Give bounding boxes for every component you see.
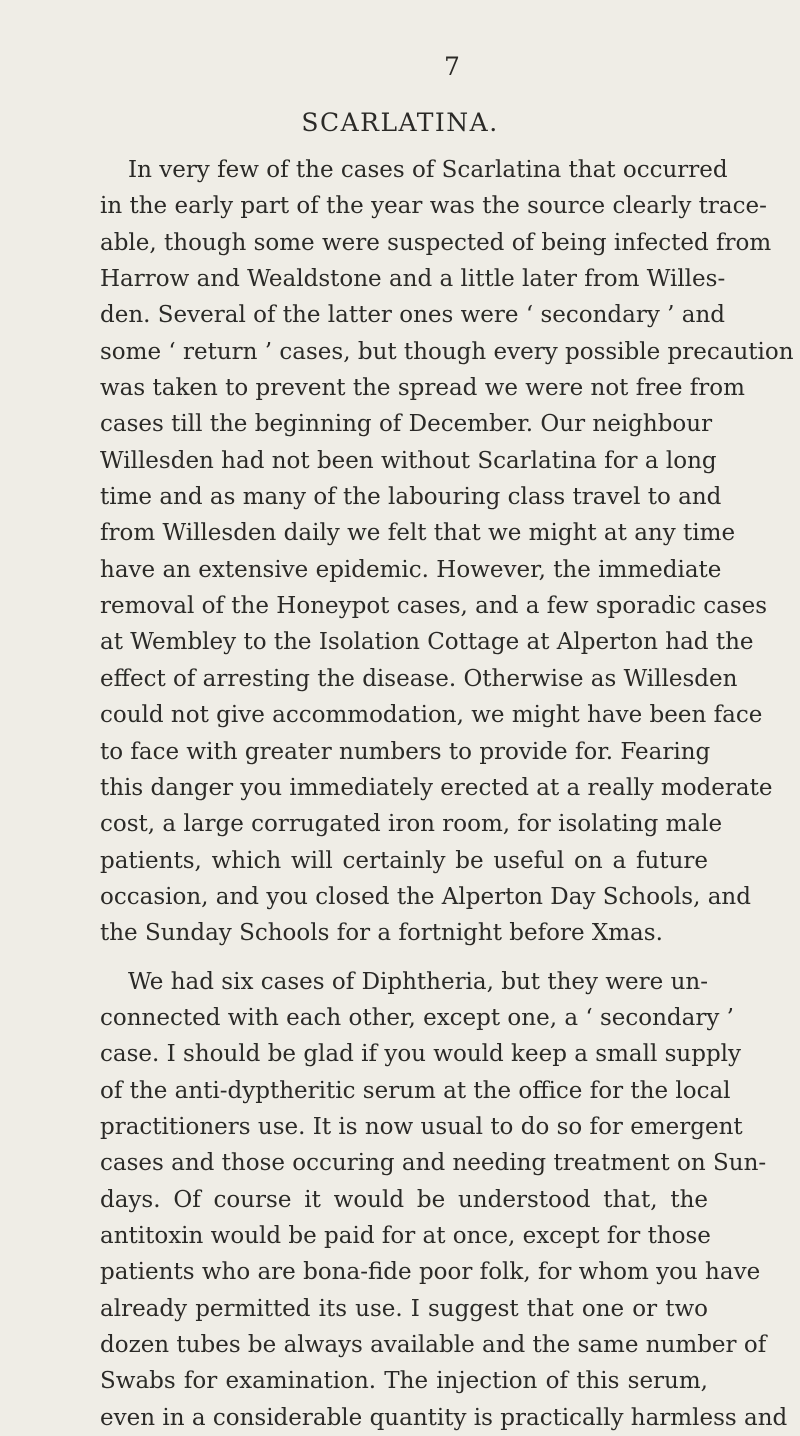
paragraph-scarlatina: [100, 152, 794, 952]
text-line: cost, a large corrugated iron room, for isolating male: [100, 811, 723, 838]
text-line: den. Several of the latter ones were ‘ secondary ’ and: [100, 302, 726, 329]
paragraph-gap: [100, 952, 708, 964]
text-line: have an extensive epidemic. However, the immediate: [100, 556, 722, 583]
text-line: We had six cases of Diphtheria, but they were un-: [128, 968, 708, 995]
section-heading: SCARLATINA.: [301, 108, 499, 137]
text-line: Swabs for examination. The injection of this serum,: [100, 1368, 708, 1395]
text-line: of the anti-dyptheritic serum at the office for the local: [100, 1077, 731, 1104]
text-line: was taken to prevent the spread we were not free from: [100, 375, 745, 402]
text-line: patients, which will certainly be useful on a future: [100, 847, 708, 874]
text-line: practitioners use. It is now usual to do so for emergent: [100, 1113, 743, 1140]
text-line: cases and those occuring and needing treatment on Sun-: [100, 1150, 767, 1177]
text-line: dozen tubes be always available and the same number of: [100, 1332, 767, 1358]
text-line: some ‘ return ’ cases, but though every possible precaution: [100, 338, 794, 365]
text-line: occasion, and you closed the Alperton Day Schools, and: [100, 883, 751, 910]
text-line: time and as many of the labouring class travel to and: [100, 484, 722, 511]
page-number: 7: [444, 52, 460, 81]
text-line: from Willesden daily we felt that we might at any time: [100, 520, 736, 547]
text-line: to face with greater numbers to provide for. Fearing: [100, 738, 711, 765]
text-line: even in a considerable quantity is practically harmless and: [100, 1404, 788, 1431]
text-line: could not give accommodation, we might have been face: [100, 702, 763, 729]
text-line: In very few of the cases of Scarlatina that occurred: [128, 157, 728, 183]
text-line: in the early part of the year was the source clearly trace-: [100, 193, 767, 220]
text-line: patients who are bona-fide poor folk, for whom you have: [100, 1259, 761, 1286]
text-line: effect of arresting the disease. Otherwise as Willesden: [100, 665, 738, 692]
text-line: cases till the beginning of December. Our neighbour: [100, 411, 713, 438]
text-line: case. I should be glad if you would keep a small supply: [100, 1041, 742, 1068]
text-line: connected with each other, except one, a ‘ secondary ’: [100, 1004, 734, 1031]
text-line: already permitted its use. I suggest that one or two: [100, 1295, 708, 1322]
text-line: Harrow and Wealdstone and a little later from Willes-: [100, 266, 726, 293]
text-line: the Sunday Schools for a fortnight before Xmas.: [100, 920, 663, 947]
text-line: removal of the Honeypot cases, and a few sporadic cases: [100, 593, 768, 620]
text-line: days. Of course it would be understood that, the: [100, 1186, 708, 1213]
text-line: Willesden had not been without Scarlatina for a long: [100, 447, 717, 474]
text-line: able, though some were suspected of being infected from: [100, 229, 772, 256]
body-text: [100, 152, 794, 1436]
text-line: at Wembley to the Isolation Cottage at Alperton had the: [100, 629, 754, 656]
paragraph-diphtheria: [100, 964, 788, 1436]
text-line: this danger you immediately erected at a really moderate: [100, 774, 773, 801]
text-line: antitoxin would be paid for at once, except for those: [100, 1222, 711, 1249]
